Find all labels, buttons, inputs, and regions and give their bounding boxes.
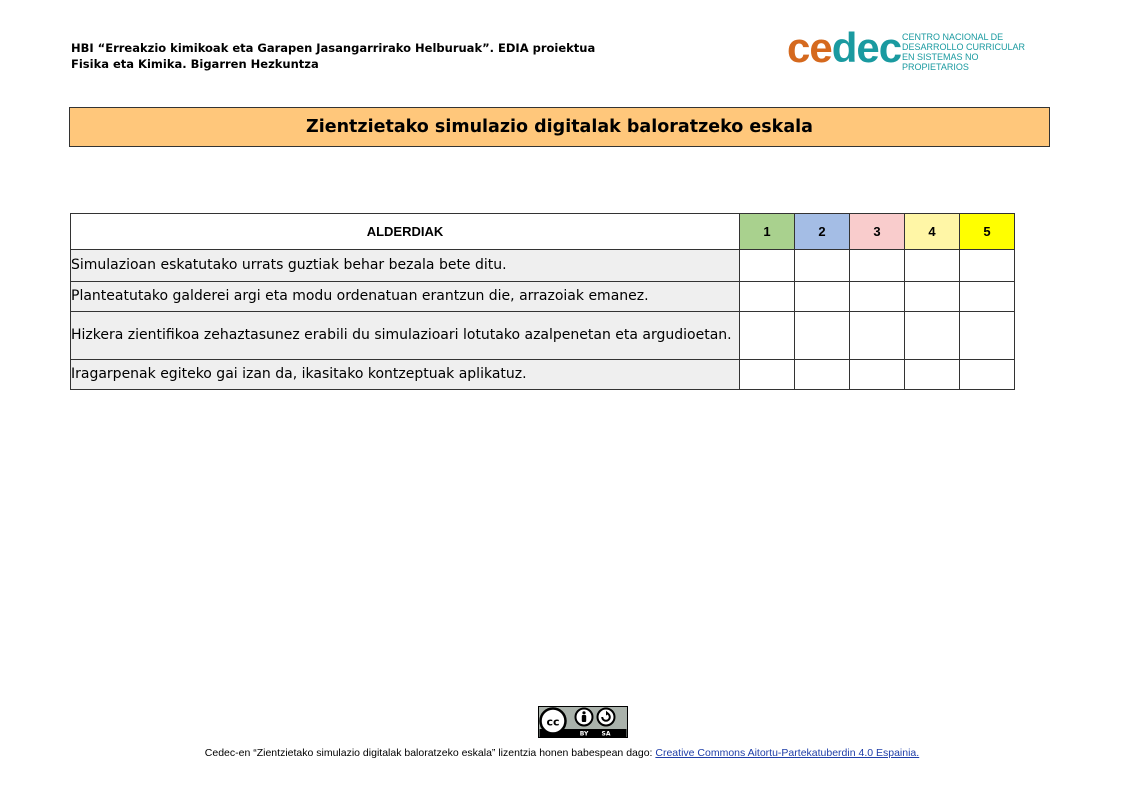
level-2-header: 2 bbox=[795, 214, 850, 250]
rating-cell[interactable] bbox=[960, 282, 1015, 312]
cc-by-sa-icon[interactable] bbox=[538, 706, 628, 738]
rating-cell[interactable] bbox=[850, 360, 905, 390]
rating-cell[interactable] bbox=[795, 282, 850, 312]
level-1-header: 1 bbox=[740, 214, 795, 250]
rating-cell[interactable] bbox=[740, 282, 795, 312]
criterion-text: Simulazioan eskatutako urrats guztiak behar bezala bete ditu. bbox=[71, 250, 740, 282]
page-title: Zientzietako simulazio digitalak baloratzeko eskala bbox=[69, 107, 1050, 147]
svg-text:BY: BY bbox=[579, 730, 589, 738]
rating-cell[interactable] bbox=[740, 312, 795, 360]
rating-cell[interactable] bbox=[795, 250, 850, 282]
rating-cell[interactable] bbox=[905, 250, 960, 282]
rating-cell[interactable] bbox=[850, 282, 905, 312]
rating-cell[interactable] bbox=[905, 312, 960, 360]
svg-text:SA: SA bbox=[601, 730, 611, 738]
criterion-text: Iragarpenak egiteko gai izan da, ikasitako kontzeptuak aplikatuz. bbox=[71, 360, 740, 390]
table-header-row bbox=[71, 214, 1015, 250]
rating-scale-table bbox=[70, 213, 1015, 390]
rating-cell[interactable] bbox=[960, 250, 1015, 282]
rating-cell[interactable] bbox=[740, 360, 795, 390]
level-5-header: 5 bbox=[960, 214, 1015, 250]
rating-cell[interactable] bbox=[795, 312, 850, 360]
rating-cell[interactable] bbox=[795, 360, 850, 390]
table-row bbox=[71, 250, 1015, 282]
rating-cell[interactable] bbox=[905, 360, 960, 390]
level-3-header: 3 bbox=[850, 214, 905, 250]
document-header bbox=[71, 41, 595, 72]
rating-cell[interactable] bbox=[960, 312, 1015, 360]
level-4-header: 4 bbox=[905, 214, 960, 250]
table-row bbox=[71, 282, 1015, 312]
table-row bbox=[71, 360, 1015, 390]
aspects-header: ALDERDIAK bbox=[71, 214, 740, 250]
rating-cell[interactable] bbox=[850, 312, 905, 360]
rating-cell[interactable] bbox=[850, 250, 905, 282]
rating-cell[interactable] bbox=[905, 282, 960, 312]
license-footer bbox=[0, 747, 1124, 759]
logo-subtitle: CENTRO NACIONAL DE DESARROLLO CURRICULAR EN SISTEMAS NO PROPIETARIOS bbox=[902, 32, 1026, 72]
header-line-1: HBI “Erreakzio kimikoak eta Garapen Jasangarrirako Helburuak”. EDIA proiektua bbox=[71, 41, 596, 55]
rating-cell[interactable] bbox=[740, 250, 795, 282]
header-line-2: Fisika eta Kimika. Bigarren Hezkuntza bbox=[71, 56, 319, 71]
license-text: Cedec-en “Zientzietako simulazio digitalak baloratzeko eskala” lizentzia honen babespean dago: bbox=[204, 747, 656, 759]
table-row bbox=[71, 312, 1015, 360]
criterion-text: Hizkera zientifikoa zehaztasunez erabili du simulazioari lotutako azalpenetan eta argudioetan. bbox=[71, 312, 740, 360]
license-link[interactable]: Creative Commons Aitortu-Partekatuberdin 4.0 Espainia. bbox=[655, 747, 920, 759]
svg-text:cc: cc bbox=[546, 715, 560, 729]
logo-wordmark: cedec bbox=[787, 24, 902, 71]
criterion-text: Planteatutako galderei argi eta modu ordenatuan erantzun die, arrazoiak emanez. bbox=[71, 282, 740, 312]
rating-cell[interactable] bbox=[960, 360, 1015, 390]
